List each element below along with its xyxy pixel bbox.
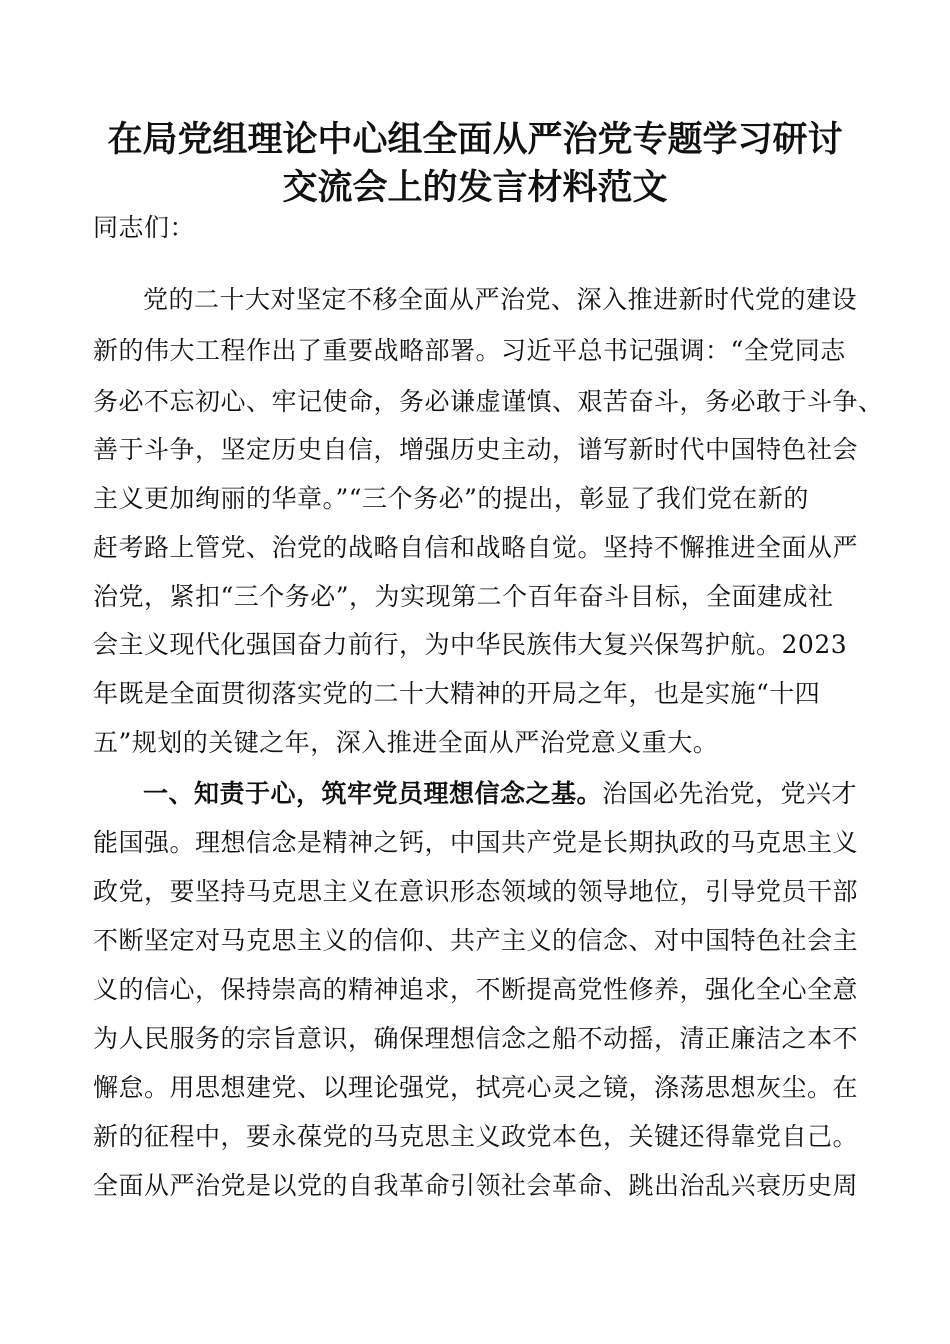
section-heading: 一、知责于心，筑牢党员理想信念之基。 [143,779,603,808]
paragraph-1-line: 五”规划的关键之年，深入推进全面从严治党意义重大。 [93,728,719,757]
paragraph-1-line: 会主义现代化强国奋力前行，为中华民族伟大复兴保驾护航。2023 [93,630,848,659]
document-title-line-2: 交流会上的发言材料范文 [282,168,668,208]
paragraph-1-line: 治党，紧扣“三个务必”，为实现第二个百年奋斗目标，全面建成社 [93,582,834,611]
document-title-line-1: 在局党组理论中心组全面从严治党专题学习研讨 [107,120,843,160]
paragraph-1-line: 善于斗争，坚定历史自信，增强历史主动，谱写新时代中国特色社会 [93,435,859,464]
paragraph-2-line: 全面从严治党是以党的自我革命引领社会革命、跳出治乱兴衰历史周 [93,1171,859,1200]
paragraph-2-line: 新的征程中，要永葆党的马克思主义政党本色，关键还得靠党自己。 [93,1122,859,1151]
paragraph-2-line: 治国必先治党，党兴才 [602,779,858,808]
paragraph-2-line: 政党，要坚持马克思主义在意识形态领域的领导地位，引导党员干部 [93,877,859,906]
paragraph-1-line: 党的二十大对坚定不移全面从严治党、深入推进新时代党的建设 [143,285,858,314]
paragraph-2-line: 能国强。理想信念是精神之钙，中国共产党是长期执政的马克思主义 [93,828,859,857]
paragraph-2-line: 懈怠。用思想建党、以理论强党，拭亮心灵之镜，涤荡思想灰尘。在 [93,1073,859,1102]
paragraph-1-line: 务必不忘初心、牢记使命，务必谦虚谨慎、艰苦奋斗，务必敢于斗争、 [93,387,884,416]
paragraph-2-line: 义的信心，保持崇高的精神追求，不断提高党性修养，强化全心全意 [93,975,859,1004]
paragraph-2-line: 为人民服务的宗旨意识，确保理想信念之船不动摇，清正廉洁之本不 [93,1024,859,1053]
paragraph-1-line: 年既是全面贯彻落实党的二十大精神的开局之年，也是实施“十四 [93,679,821,708]
paragraph-2-line: 不断坚定对马克思主义的信仰、共产主义的信念、对中国特色社会主 [93,926,859,955]
paragraph-1-line: 主义更加绚丽的华章。”“三个务必”的提出，彰显了我们党在新的 [93,484,809,513]
salutation: 同志们： [93,213,196,242]
paragraph-2-first-line [143,776,857,812]
paragraph-1-line: 赶考路上管党、治党的战略自信和战略自觉。坚持不懈推进全面从严 [93,533,859,562]
paragraph-1-line: 新的伟大工程作出了重要战略部署。习近平总书记强调：“全党同志 [93,336,846,365]
